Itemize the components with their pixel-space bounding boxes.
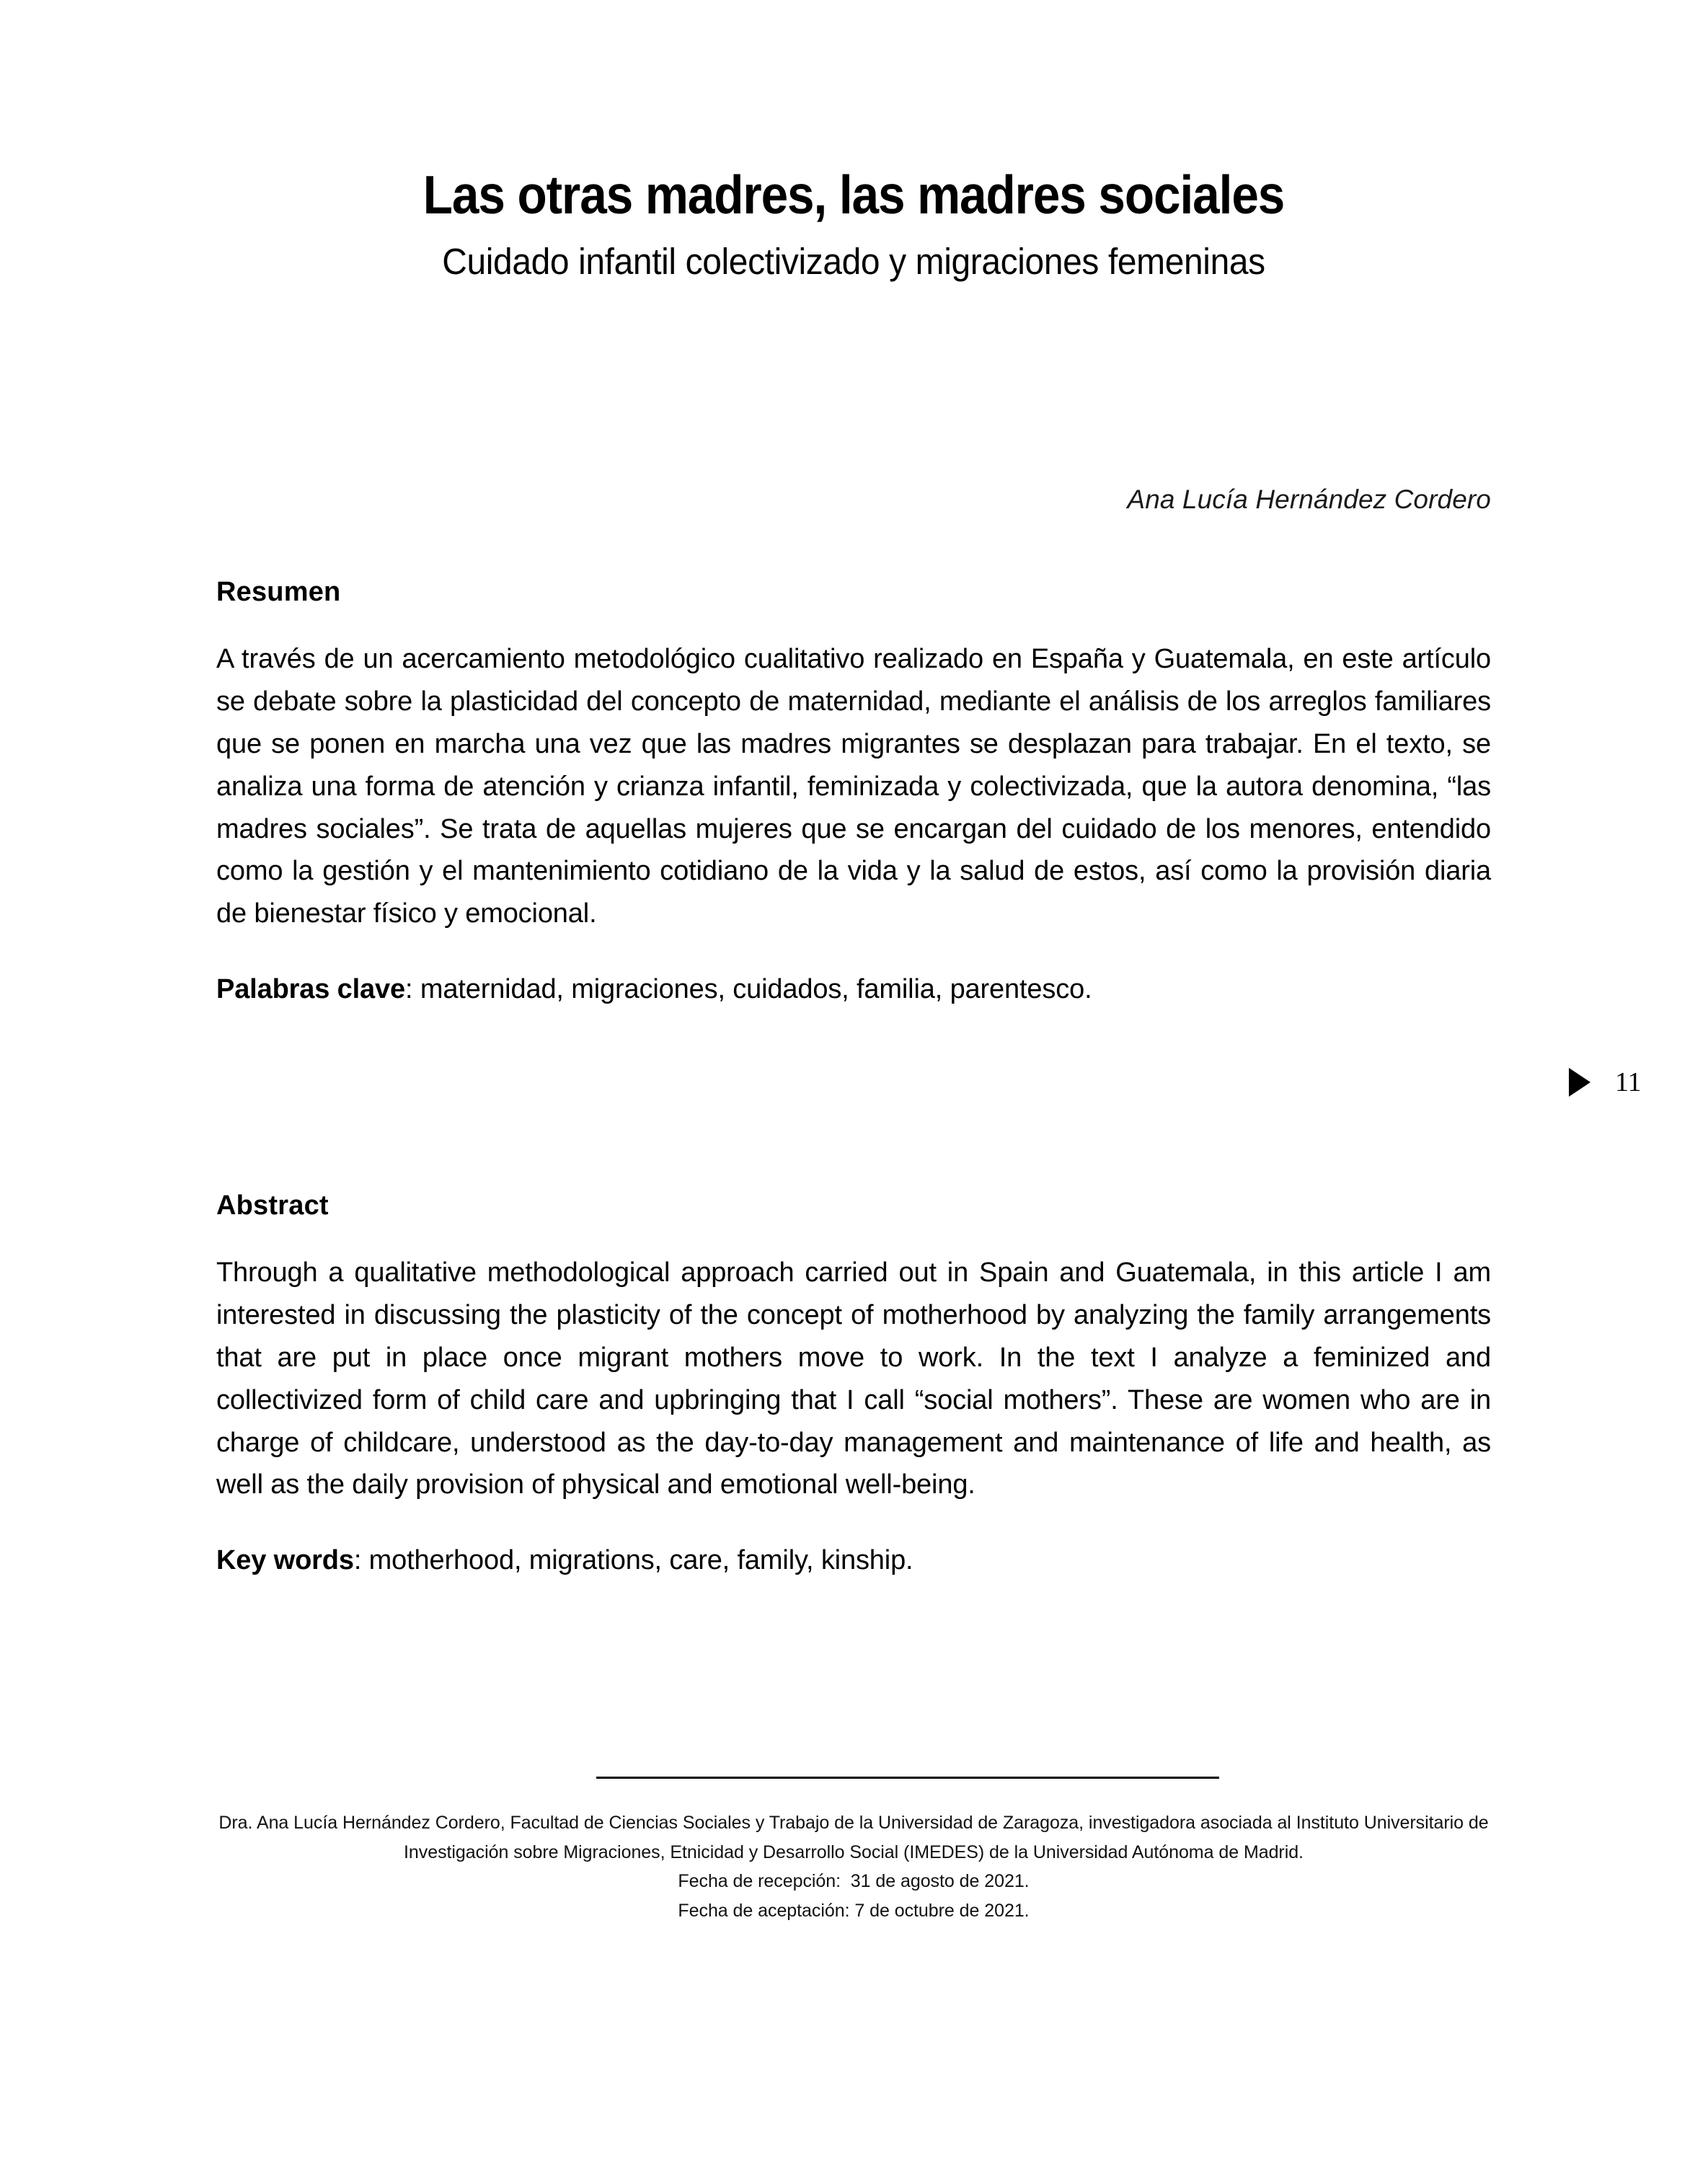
triangle-right-icon	[1569, 1068, 1590, 1097]
title-block	[216, 164, 1491, 284]
abstract-section	[216, 1190, 1499, 1582]
resumen-keywords	[216, 968, 1491, 1011]
resumen-body: A través de un acercamiento metodológico cualitativo realizado en España y Guatemala, en este artículo se debate sobre la plasticidad del concepto de maternidad, mediante el análisis de los arreglos familiares que se ponen en marcha una vez que las madres migrantes se desplazan para trabajar. En el texto, se analiza una forma de atención y crianza infantil, feminizada y colectivizada, que la autora denomina, “las madres sociales”. Se trata de aquellas mujeres que se encargan del cuidado de los menores, entendido como la gestión y el mantenimiento cotidiano de la vida y la salud de estos, así como la provisión diaria de bienestar físico y emocional.	[216, 644, 1506, 929]
footnote-block	[202, 1808, 1505, 1925]
folio-marker	[1569, 1068, 1642, 1097]
page-title: Las otras madres, las madres sociales	[422, 164, 1285, 225]
page-subtitle: Cuidado infantil colectivizado y migraciones femeninas	[442, 240, 1265, 282]
page-number: 11	[1615, 1067, 1642, 1097]
abstract-keywords-value: : motherhood, migrations, care, family, kinship.	[353, 1545, 913, 1576]
abstract-keywords	[216, 1539, 1491, 1582]
resumen-keywords-label: Palabras clave	[216, 974, 405, 1005]
author-name: Ana Lucía Hernández Cordero	[1127, 485, 1491, 514]
footnote-accepted-date: Fecha de aceptación: 7 de octubre de 2021.	[678, 1900, 1030, 1921]
footnote-separator	[596, 1777, 1219, 1779]
footnote-affiliation: Dra. Ana Lucía Hernández Cordero, Facultad de Ciencias Sociales y Trabajo de la Universidad de Zaragoza, investigadora asociada al Instituto Universitario de Investigación sobre Migraciones, Etnicidad y Desarrollo Social (IMEDES) de la Universidad Autónoma de Madrid.	[218, 1813, 1494, 1862]
resumen-section	[216, 577, 1506, 1011]
abstract-body: Through a qualitative methodological approach carried out in Spain and Guatemala, in this article I am interested in discussing the plasticity of the concept of motherhood by analyzing the family arrangements that are put in place once migrant mothers move to work. In the text I analyze a feminized and collectivized form of child care and upbringing that I call “social mothers”. These are women who are in charge of childcare, understood as the day-to-day management and maintenance of life and health, as well as the daily provision of physical and emotional well-being.	[216, 1257, 1499, 1500]
footnote-received-date: Fecha de recepción: 31 de agosto de 2021.	[678, 1871, 1030, 1891]
resumen-keywords-value: : maternidad, migraciones, cuidados, familia, parentesco.	[405, 974, 1092, 1005]
resumen-heading: Resumen	[216, 577, 341, 607]
abstract-keywords-label: Key words	[216, 1545, 354, 1576]
abstract-heading: Abstract	[216, 1190, 329, 1221]
